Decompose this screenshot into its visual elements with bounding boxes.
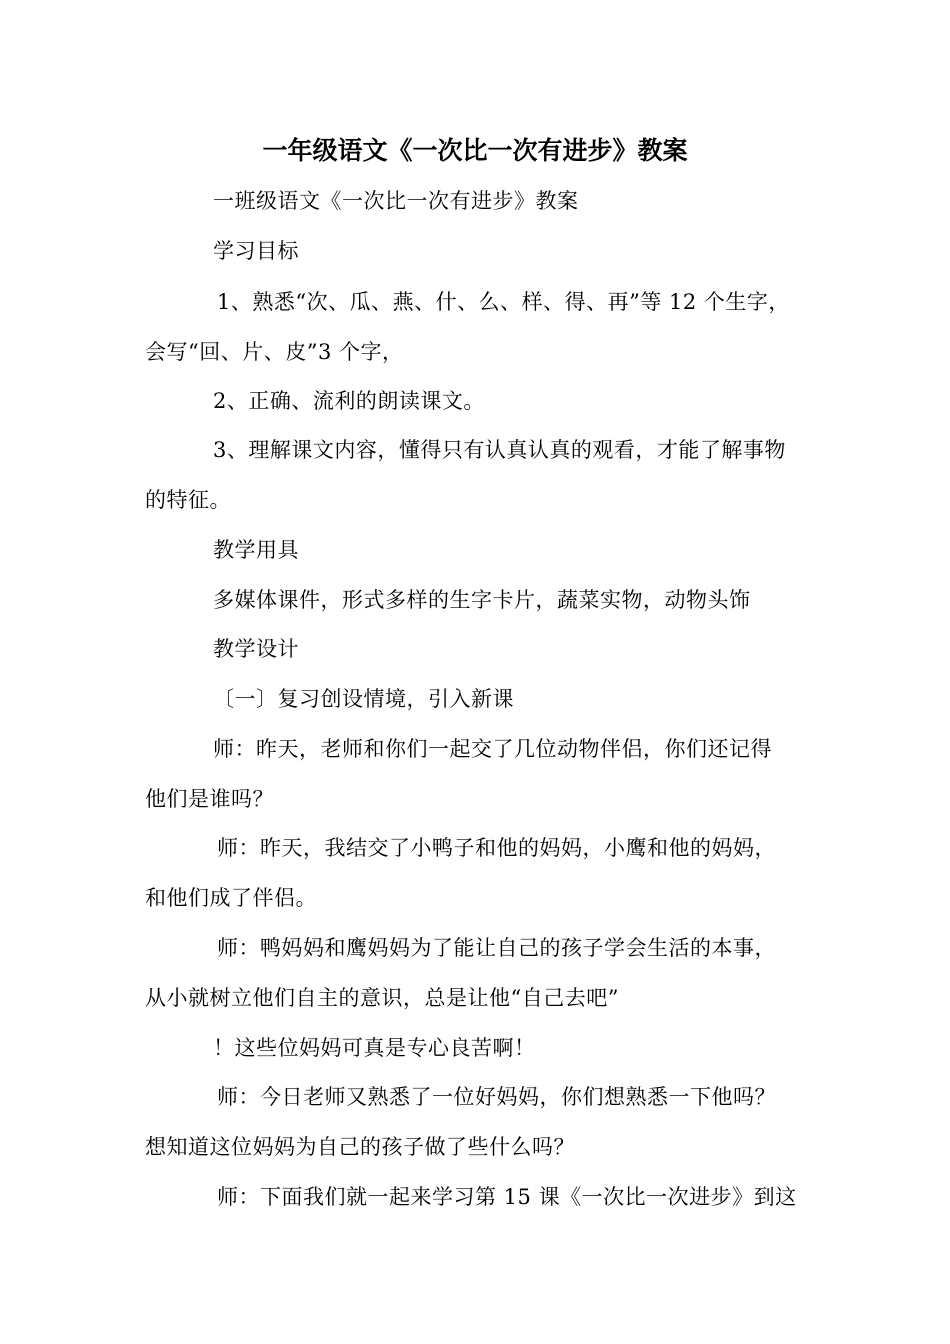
paragraph-line: 2、正确、流利的朗读课文。 [213, 389, 485, 413]
subsection-heading: 〔一〕复习创设情境，引入新课 [213, 687, 514, 711]
section-heading: 教学设计 [213, 637, 299, 661]
paragraph-line: ！这些位妈妈可真是专心良苦啊！ [213, 1036, 536, 1060]
paragraph-line: 3、理解课文内容，懂得只有认真认真的观看，才能了解事物 [213, 438, 786, 462]
paragraph-line: 师：鸭妈妈和鹰妈妈为了能让自己的孩子学会生活的本事， [217, 936, 776, 960]
paragraph-line: 师：下面我们就一起来学习第 15 课《一次比一次进步》到这 [217, 1185, 797, 1209]
paragraph-line: 想知道这位妈妈为自己的孩子做了些什么吗？ [145, 1135, 575, 1159]
paragraph-line: 会写“回、片、皮”3 个字， [145, 340, 404, 364]
paragraph-line: 师：昨天，我结交了小鸭子和他的妈妈，小鹰和他的妈妈， [217, 836, 776, 860]
paragraph-line: 他们是谁吗？ [145, 787, 274, 811]
paragraph-line: 师：今日老师又熟悉了一位好妈妈，你们想熟悉一下他吗？ [217, 1085, 776, 1109]
section-heading: 教学用具 [213, 538, 299, 562]
paragraph-line: 从小就树立他们自主的意识，总是让他“自己去吧” [145, 986, 619, 1010]
document-title: 一年级语文《一次比一次有进步》教案 [262, 136, 688, 165]
section-heading: 学习目标 [213, 239, 299, 263]
paragraph-line: 一班级语文《一次比一次有进步》教案 [213, 189, 579, 213]
paragraph-line: 的特征。 [145, 488, 231, 512]
paragraph-line: 1、熟悉“次、瓜、燕、什、么、样、得、再”等 12 个生字， [217, 290, 790, 314]
paragraph-line: 和他们成了伴侣。 [145, 886, 317, 910]
paragraph-line: 师：昨天，老师和你们一起交了几位动物伴侣，你们还记得 [213, 737, 772, 761]
paragraph-line: 多媒体课件，形式多样的生字卡片，蔬菜实物，动物头饰 [213, 588, 751, 612]
